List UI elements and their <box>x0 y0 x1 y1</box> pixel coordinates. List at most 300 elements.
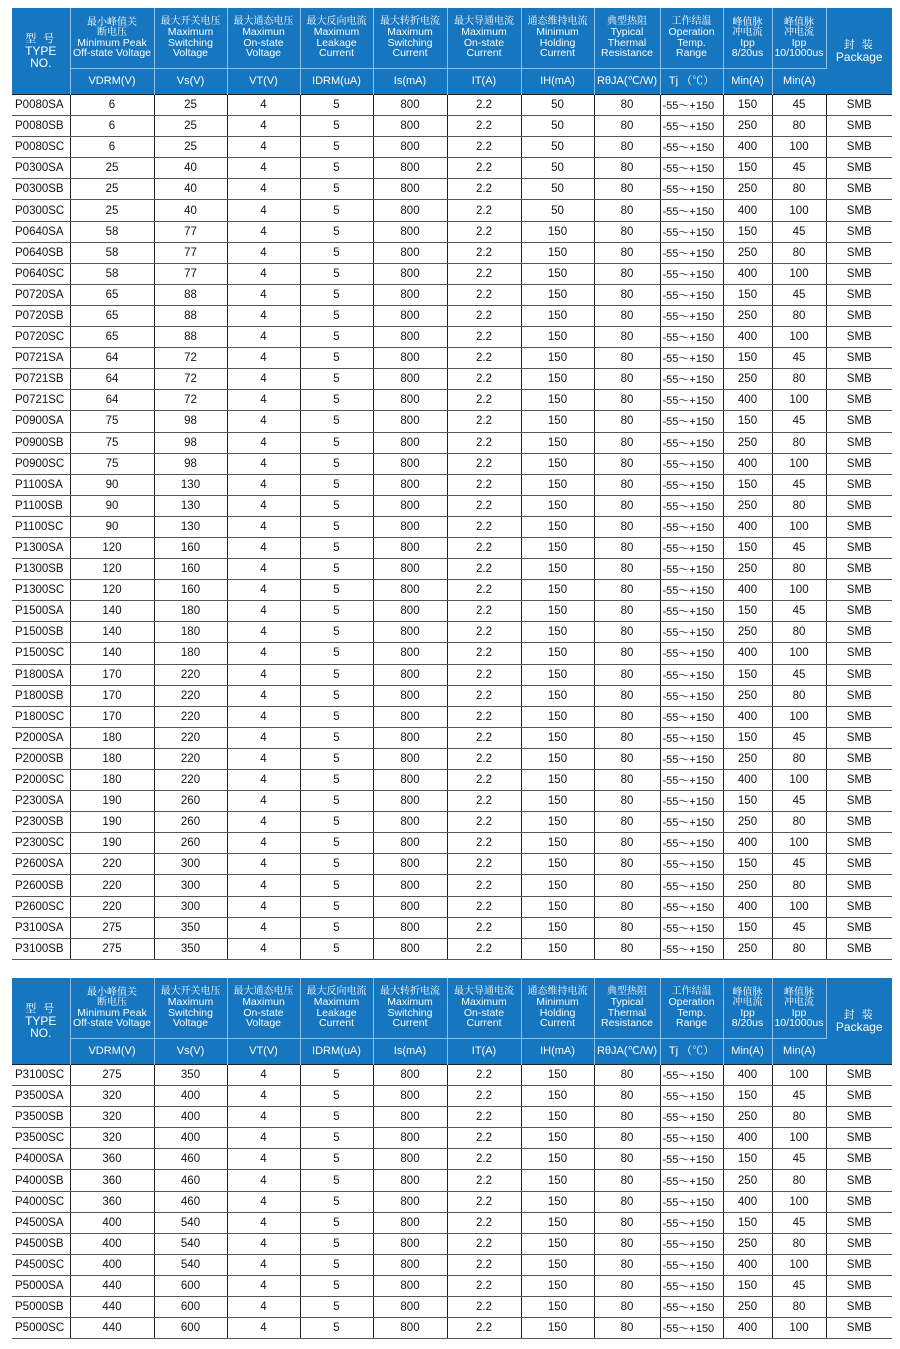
cell-it: 2.2 <box>447 1254 521 1275</box>
header-label: Operation <box>668 996 715 1009</box>
unit-ipp-10-1000: Min(A) <box>772 69 826 95</box>
cell-tj: -55～+150 <box>660 221 723 242</box>
cell-vt: 4 <box>227 685 300 706</box>
header-thermal <box>594 8 660 69</box>
cell-vs: 130 <box>154 516 227 537</box>
cell-package: SMB <box>826 770 892 791</box>
cell-type-no: P2300SC <box>12 833 70 854</box>
cell-ipp-8-20: 150 <box>723 474 772 495</box>
cell-ipp-10-1000: 45 <box>772 348 826 369</box>
cell-ipp-8-20: 250 <box>723 116 772 137</box>
cell-package: SMB <box>826 495 892 516</box>
cell-it: 2.2 <box>447 137 521 158</box>
header-label: 通态维持电流 <box>527 16 588 28</box>
cell-tj: -55～+150 <box>660 200 723 221</box>
cell-vt: 4 <box>227 1254 300 1275</box>
cell-vt: 4 <box>227 559 300 580</box>
cell-type-no: P0640SB <box>12 242 70 263</box>
cell-vt: 4 <box>227 727 300 748</box>
cell-vdrm: 6 <box>70 95 154 116</box>
header-label: 最大反向电流 <box>306 986 367 998</box>
cell-ipp-10-1000: 45 <box>772 1086 826 1107</box>
cell-vt: 4 <box>227 706 300 727</box>
cell-vt: 4 <box>227 1065 300 1086</box>
cell-type-no: P0721SC <box>12 390 70 411</box>
cell-idrm: 5 <box>300 601 373 622</box>
cell-package: SMB <box>826 263 892 284</box>
cell-tj: -55～+150 <box>660 1233 723 1254</box>
cell-type-no: P4000SC <box>12 1191 70 1212</box>
cell-tj: -55～+150 <box>660 580 723 601</box>
table-row <box>12 727 892 748</box>
cell-idrm: 5 <box>300 495 373 516</box>
cell-vt: 4 <box>227 327 300 348</box>
cell-tj: -55～+150 <box>660 242 723 263</box>
cell-package: SMB <box>826 1212 892 1233</box>
cell-is: 800 <box>373 200 447 221</box>
cell-ipp-10-1000: 80 <box>772 116 826 137</box>
cell-it: 2.2 <box>447 685 521 706</box>
cell-type-no: P2000SB <box>12 748 70 769</box>
cell-ipp-8-20: 400 <box>723 390 772 411</box>
cell-ipp-10-1000: 80 <box>772 875 826 896</box>
cell-package: SMB <box>826 1275 892 1296</box>
cell-vdrm: 170 <box>70 664 154 685</box>
cell-vs: 40 <box>154 179 227 200</box>
cell-package: SMB <box>826 1107 892 1128</box>
unit-vs: Vs(V) <box>154 1039 227 1065</box>
cell-idrm: 5 <box>300 1128 373 1149</box>
cell-vdrm: 25 <box>70 200 154 221</box>
cell-vdrm: 90 <box>70 516 154 537</box>
cell-vs: 220 <box>154 664 227 685</box>
cell-vdrm: 120 <box>70 559 154 580</box>
cell-vt: 4 <box>227 1149 300 1170</box>
cell-type-no: P2000SA <box>12 727 70 748</box>
cell-ipp-10-1000: 45 <box>772 917 826 938</box>
cell-vs: 260 <box>154 833 227 854</box>
cell-it: 2.2 <box>447 664 521 685</box>
cell-ih: 150 <box>521 896 594 917</box>
cell-vdrm: 400 <box>70 1212 154 1233</box>
cell-ih: 150 <box>521 748 594 769</box>
cell-type-no: P3100SC <box>12 1065 70 1086</box>
unit-is: Is(mA) <box>373 1039 447 1065</box>
cell-ih: 150 <box>521 453 594 474</box>
cell-vdrm: 275 <box>70 938 154 959</box>
cell-ipp-10-1000: 80 <box>772 748 826 769</box>
cell-ih: 150 <box>521 854 594 875</box>
cell-type-no: P5000SB <box>12 1297 70 1318</box>
header-label: Typical <box>610 26 644 39</box>
cell-tj: -55～+150 <box>660 537 723 558</box>
cell-is: 800 <box>373 179 447 200</box>
cell-is: 800 <box>373 305 447 326</box>
cell-vs: 98 <box>154 432 227 453</box>
table-row <box>12 1149 892 1170</box>
cell-package: SMB <box>826 727 892 748</box>
cell-ipp-8-20: 400 <box>723 327 772 348</box>
cell-tj: -55～+150 <box>660 179 723 200</box>
cell-is: 800 <box>373 116 447 137</box>
cell-ipp-8-20: 150 <box>723 284 772 305</box>
table-row <box>12 537 892 558</box>
header-label: Maximum <box>167 996 214 1009</box>
header-package <box>826 8 892 95</box>
cell-thermal: 80 <box>594 263 660 284</box>
cell-idrm: 5 <box>300 516 373 537</box>
cell-ih: 150 <box>521 791 594 812</box>
cell-ih: 150 <box>521 706 594 727</box>
table-row <box>12 1191 892 1212</box>
cell-ipp-10-1000: 80 <box>772 305 826 326</box>
cell-thermal: 80 <box>594 1212 660 1233</box>
cell-thermal: 80 <box>594 537 660 558</box>
cell-idrm: 5 <box>300 284 373 305</box>
table-row <box>12 158 892 179</box>
cell-vdrm: 6 <box>70 116 154 137</box>
cell-vt: 4 <box>227 1170 300 1191</box>
cell-thermal: 80 <box>594 179 660 200</box>
cell-vdrm: 120 <box>70 580 154 601</box>
cell-type-no: P3500SC <box>12 1128 70 1149</box>
cell-is: 800 <box>373 1212 447 1233</box>
cell-package: SMB <box>826 453 892 474</box>
cell-it: 2.2 <box>447 390 521 411</box>
cell-ipp-10-1000: 45 <box>772 1212 826 1233</box>
unit-ih: IH(mA) <box>521 69 594 95</box>
cell-thermal: 80 <box>594 622 660 643</box>
cell-thermal: 80 <box>594 221 660 242</box>
header-label: 最大通态电压 <box>233 986 294 998</box>
cell-vs: 77 <box>154 221 227 242</box>
cell-tj: -55～+150 <box>660 791 723 812</box>
cell-vs: 98 <box>154 411 227 432</box>
cell-package: SMB <box>826 1065 892 1086</box>
cell-tj: -55～+150 <box>660 643 723 664</box>
cell-ipp-10-1000: 100 <box>772 200 826 221</box>
cell-vs: 98 <box>154 453 227 474</box>
cell-vt: 4 <box>227 1275 300 1296</box>
cell-ipp-10-1000: 100 <box>772 896 826 917</box>
cell-is: 800 <box>373 284 447 305</box>
cell-ih: 50 <box>521 137 594 158</box>
header-label: Temp. <box>677 1006 706 1019</box>
cell-idrm: 5 <box>300 158 373 179</box>
cell-idrm: 5 <box>300 917 373 938</box>
table-row <box>12 791 892 812</box>
cell-tj: -55～+150 <box>660 284 723 305</box>
cell-vs: 350 <box>154 1065 227 1086</box>
cell-vs: 72 <box>154 348 227 369</box>
cell-ih: 150 <box>521 221 594 242</box>
cell-thermal: 80 <box>594 601 660 622</box>
cell-vs: 180 <box>154 601 227 622</box>
header-label: Maximun <box>242 26 285 39</box>
cell-type-no: P5000SA <box>12 1275 70 1296</box>
cell-vdrm: 140 <box>70 622 154 643</box>
cell-package: SMB <box>826 432 892 453</box>
cell-vt: 4 <box>227 812 300 833</box>
cell-tj: -55～+150 <box>660 516 723 537</box>
cell-vdrm: 58 <box>70 221 154 242</box>
cell-vt: 4 <box>227 1233 300 1254</box>
cell-is: 800 <box>373 1233 447 1254</box>
cell-type-no: P1800SA <box>12 664 70 685</box>
unit-vt: VT(V) <box>227 69 300 95</box>
cell-tj: -55～+150 <box>660 1170 723 1191</box>
cell-ipp-10-1000: 80 <box>772 495 826 516</box>
cell-package: SMB <box>826 95 892 116</box>
cell-package: SMB <box>826 158 892 179</box>
cell-thermal: 80 <box>594 812 660 833</box>
spec-table-2 <box>12 978 892 1339</box>
cell-package: SMB <box>826 791 892 812</box>
cell-idrm: 5 <box>300 1065 373 1086</box>
header-label: 最大反向电流 <box>306 16 367 28</box>
cell-is: 800 <box>373 495 447 516</box>
cell-vt: 4 <box>227 875 300 896</box>
cell-thermal: 80 <box>594 706 660 727</box>
spec-table-1 <box>12 8 892 960</box>
cell-ih: 150 <box>521 348 594 369</box>
cell-vdrm: 170 <box>70 685 154 706</box>
cell-vdrm: 190 <box>70 833 154 854</box>
cell-tj: -55～+150 <box>660 727 723 748</box>
cell-type-no: P0721SA <box>12 348 70 369</box>
cell-tj: -55～+150 <box>660 432 723 453</box>
cell-vs: 260 <box>154 791 227 812</box>
cell-ipp-8-20: 400 <box>723 580 772 601</box>
cell-ipp-8-20: 150 <box>723 601 772 622</box>
cell-it: 2.2 <box>447 1191 521 1212</box>
cell-vdrm: 190 <box>70 791 154 812</box>
cell-vs: 72 <box>154 369 227 390</box>
cell-idrm: 5 <box>300 263 373 284</box>
table-row <box>12 770 892 791</box>
cell-vdrm: 220 <box>70 854 154 875</box>
cell-is: 800 <box>373 938 447 959</box>
cell-type-no: P0900SC <box>12 453 70 474</box>
header-it <box>447 978 521 1039</box>
header-label: Voltage <box>245 1017 282 1030</box>
cell-thermal: 80 <box>594 95 660 116</box>
cell-tj: -55～+150 <box>660 495 723 516</box>
cell-it: 2.2 <box>447 601 521 622</box>
cell-thermal: 80 <box>594 664 660 685</box>
cell-thermal: 80 <box>594 516 660 537</box>
header-label: 工作结温 <box>671 986 712 998</box>
header-type-en: TYPE <box>25 1013 57 1028</box>
cell-ipp-8-20: 150 <box>723 348 772 369</box>
cell-vs: 72 <box>154 390 227 411</box>
cell-it: 2.2 <box>447 1065 521 1086</box>
cell-vdrm: 58 <box>70 263 154 284</box>
header-label: Off-state Voltage <box>72 47 152 59</box>
cell-idrm: 5 <box>300 1149 373 1170</box>
cell-type-no: P2300SB <box>12 812 70 833</box>
cell-tj: -55～+150 <box>660 327 723 348</box>
table-row <box>12 643 892 664</box>
cell-ih: 150 <box>521 263 594 284</box>
cell-vt: 4 <box>227 791 300 812</box>
cell-package: SMB <box>826 1191 892 1212</box>
cell-type-no: P0640SA <box>12 221 70 242</box>
cell-ih: 150 <box>521 1318 594 1339</box>
cell-ipp-8-20: 400 <box>723 516 772 537</box>
cell-vt: 4 <box>227 474 300 495</box>
cell-ih: 150 <box>521 580 594 601</box>
cell-ipp-8-20: 400 <box>723 200 772 221</box>
header-vs <box>154 978 227 1039</box>
cell-idrm: 5 <box>300 200 373 221</box>
cell-ipp-10-1000: 80 <box>772 938 826 959</box>
cell-vdrm: 140 <box>70 643 154 664</box>
header-label: Voltage <box>245 47 282 60</box>
cell-ipp-10-1000: 45 <box>772 1275 826 1296</box>
cell-ih: 150 <box>521 1212 594 1233</box>
cell-package: SMB <box>826 664 892 685</box>
header-label: Current <box>318 1017 354 1030</box>
cell-ipp-10-1000: 45 <box>772 1149 826 1170</box>
cell-it: 2.2 <box>447 537 521 558</box>
cell-idrm: 5 <box>300 1254 373 1275</box>
table-row <box>12 390 892 411</box>
cell-it: 2.2 <box>447 727 521 748</box>
cell-ipp-8-20: 250 <box>723 1107 772 1128</box>
cell-ipp-10-1000: 100 <box>772 263 826 284</box>
cell-vs: 180 <box>154 622 227 643</box>
cell-is: 800 <box>373 643 447 664</box>
cell-tj: -55～+150 <box>660 1149 723 1170</box>
cell-ipp-10-1000: 100 <box>772 770 826 791</box>
cell-package: SMB <box>826 369 892 390</box>
cell-type-no: P0720SB <box>12 305 70 326</box>
cell-vt: 4 <box>227 854 300 875</box>
cell-tj: -55～+150 <box>660 854 723 875</box>
cell-vdrm: 64 <box>70 390 154 411</box>
table-header <box>12 978 892 1065</box>
cell-ih: 150 <box>521 1275 594 1296</box>
cell-vs: 600 <box>154 1297 227 1318</box>
header-is <box>373 8 447 69</box>
cell-thermal: 80 <box>594 1275 660 1296</box>
cell-vdrm: 75 <box>70 411 154 432</box>
table-row <box>12 685 892 706</box>
cell-thermal: 80 <box>594 1318 660 1339</box>
cell-vs: 540 <box>154 1233 227 1254</box>
cell-vs: 88 <box>154 305 227 326</box>
cell-vs: 460 <box>154 1170 227 1191</box>
header-label: 最小峰值关 <box>87 986 137 998</box>
cell-idrm: 5 <box>300 1318 373 1339</box>
cell-package: SMB <box>826 622 892 643</box>
header-label: Switching <box>387 1006 433 1019</box>
cell-type-no: P2300SA <box>12 791 70 812</box>
cell-ipp-10-1000: 80 <box>772 812 826 833</box>
cell-vt: 4 <box>227 601 300 622</box>
header-label: 8/20us <box>731 1017 764 1029</box>
cell-idrm: 5 <box>300 453 373 474</box>
unit-vt: VT(V) <box>227 1039 300 1065</box>
table-row <box>12 1170 892 1191</box>
cell-thermal: 80 <box>594 116 660 137</box>
cell-ih: 150 <box>521 474 594 495</box>
cell-ipp-10-1000: 45 <box>772 284 826 305</box>
header-label: Resistance <box>601 47 653 60</box>
cell-it: 2.2 <box>447 348 521 369</box>
header-label: Minimum <box>536 26 579 39</box>
cell-vt: 4 <box>227 833 300 854</box>
cell-thermal: 80 <box>594 137 660 158</box>
cell-is: 800 <box>373 791 447 812</box>
cell-is: 800 <box>373 875 447 896</box>
cell-type-no: P1100SA <box>12 474 70 495</box>
cell-it: 2.2 <box>447 369 521 390</box>
header-label: Range <box>676 47 707 60</box>
cell-ih: 150 <box>521 1191 594 1212</box>
cell-vt: 4 <box>227 284 300 305</box>
table-row <box>12 221 892 242</box>
cell-vdrm: 320 <box>70 1086 154 1107</box>
cell-ih: 50 <box>521 116 594 137</box>
cell-it: 2.2 <box>447 812 521 833</box>
cell-ipp-8-20: 400 <box>723 137 772 158</box>
cell-tj: -55～+150 <box>660 305 723 326</box>
cell-it: 2.2 <box>447 95 521 116</box>
header-type-zh: 型 号 <box>25 32 57 45</box>
header-label: Current <box>318 47 354 60</box>
header-label: Minimum Peak <box>77 36 147 49</box>
cell-vs: 220 <box>154 770 227 791</box>
header-label: 最大导通电流 <box>454 986 514 998</box>
table-row <box>12 1128 892 1149</box>
header-is <box>373 978 447 1039</box>
cell-is: 800 <box>373 327 447 348</box>
header-vt <box>227 8 300 69</box>
table-row <box>12 284 892 305</box>
cell-ipp-8-20: 250 <box>723 1233 772 1254</box>
cell-thermal: 80 <box>594 1128 660 1149</box>
cell-ipp-8-20: 150 <box>723 95 772 116</box>
table-row <box>12 263 892 284</box>
cell-vdrm: 25 <box>70 158 154 179</box>
cell-is: 800 <box>373 1128 447 1149</box>
cell-tj: -55～+150 <box>660 1212 723 1233</box>
header-label: 冲电流 <box>784 26 814 38</box>
cell-vs: 600 <box>154 1318 227 1339</box>
cell-ih: 150 <box>521 432 594 453</box>
cell-tj: -55～+150 <box>660 95 723 116</box>
cell-tj: -55～+150 <box>660 390 723 411</box>
cell-vt: 4 <box>227 200 300 221</box>
header-type-zh: 型 号 <box>25 1002 57 1015</box>
header-vs <box>154 8 227 69</box>
cell-vt: 4 <box>227 537 300 558</box>
cell-package: SMB <box>826 242 892 263</box>
header-label: Maximum <box>167 26 214 39</box>
cell-idrm: 5 <box>300 369 373 390</box>
cell-vs: 220 <box>154 727 227 748</box>
cell-thermal: 80 <box>594 917 660 938</box>
cell-tj: -55～+150 <box>660 137 723 158</box>
cell-vs: 220 <box>154 706 227 727</box>
header-label: Current <box>466 47 502 60</box>
cell-ipp-10-1000: 80 <box>772 432 826 453</box>
unit-it: IT(A) <box>447 69 521 95</box>
cell-vt: 4 <box>227 495 300 516</box>
unit-vs: Vs(V) <box>154 69 227 95</box>
